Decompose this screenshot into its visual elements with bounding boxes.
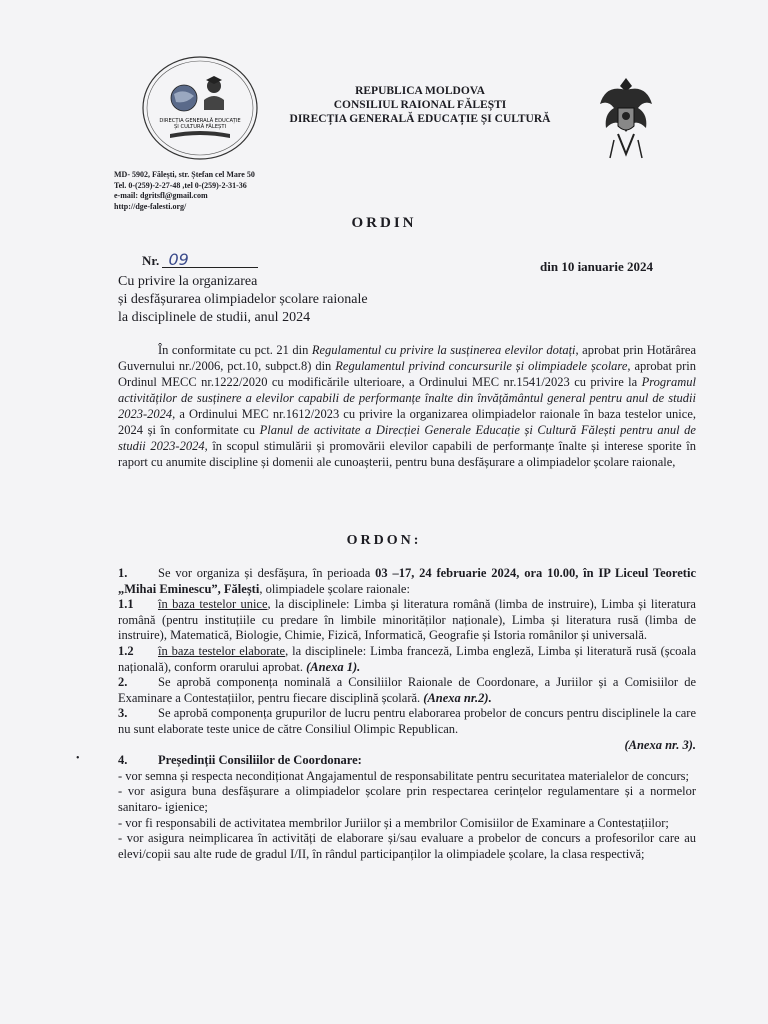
item-text: Se aprobă componența grupurilor de lucru pentru elaborarea probelor de concurs pentru disciplinele la care nu sunt elaborate teste unice de către Consiliul Olimpic Republican. xyxy=(118,706,696,736)
subject-line-2: și desfășurarea olimpiadelor școlare raionale xyxy=(118,292,368,307)
annex-reference: (Anexa nr.2). xyxy=(423,690,492,705)
header-country: REPUBLICA MOLDOVA xyxy=(355,85,485,97)
order-date: din 10 ianuarie 2024 xyxy=(540,259,654,274)
logo-text-line1: DIRECȚIA GENERALĂ EDUCAȚIE xyxy=(159,118,241,124)
contact-block xyxy=(114,170,314,212)
order-number xyxy=(142,250,258,269)
list-item: - vor asigura neimplicarea în activități de elaborare și/sau evaluare a probelor de concurs a profesorilor care au elevi/copii sau alte rude de gradul I/II, în rândul participanților la olimpiadele școlare, la clasa respectivă; xyxy=(118,831,696,861)
item-text: Se vor organiza și desfășura, în perioada xyxy=(158,566,376,580)
item-heading: Președinții Consiliilor de Coordonare: xyxy=(158,753,362,768)
item-emphasis: 03 –17, 24 februarie 2024, ora 10.00, în IP Liceul Teoretic „Mihai Eminescu”, Fălești xyxy=(118,566,696,596)
logo-text-line2: ȘI CULTURĂ FĂLEȘTI xyxy=(173,124,227,130)
item-3 xyxy=(118,706,696,737)
item-underlined: în baza testelor elaborate xyxy=(158,643,286,658)
ordon-heading: ORDON: xyxy=(346,533,422,548)
item-text: , la disciplinele: Limba și literatura română (limba de instruire), Limba și literatura română (pentru instituțiile cu predare în limbile minorităților naționale), Limba și literatura rusă (limba de instruire), Matematică, Biologie, Chimie, Fizică, Informatică, Geografie și Istoria românilor și universală. xyxy=(118,597,696,643)
preamble-reference: Regulamentul cu privire la susținerea elevilor dotați xyxy=(311,343,576,357)
header-council: CONSILIUL RAIONAL FĂLEȘTI xyxy=(333,99,507,111)
preamble-reference: Programul activităților de susținere a elevilor capabili de performanțe înalte din învățământul general pentru anul de studii 2023-2024 xyxy=(118,375,696,421)
preamble-text: , în scopul stimulării și promovării elevilor capabili de performanțe înalte și interese sporite în raport cu anumite discipline și domenii ale cunoașterii, pentru buna desfășurare a olimpiadelor școlare raionale, xyxy=(118,439,696,469)
preamble-text: , aprobat prin Ordinul MECC nr.1222/2020 cu modificările ulterioare, a Ordinului MEC nr.1541/2023 cu privire la xyxy=(118,359,697,389)
order-number-value: 09 xyxy=(162,253,258,268)
item-underlined: în baza testelor unice xyxy=(158,597,268,612)
preamble-text: , a Ordinului MEC nr.1612/2023 cu privire la organizarea olimpiadelor raionale în baza testelor unice, 2024 și în conformitate cu xyxy=(118,407,696,437)
margin-mark: • xyxy=(76,753,80,764)
order-items xyxy=(118,566,696,862)
preamble-text: , aprobat prin Hotărârea Guvernului nr./2006, pct.10, subpct.8) din xyxy=(118,343,696,373)
item-text: Se aprobă componența nominală a Consiliilor Raionale de Coordonare, a Juriilor și a Comisiilor de Examinare a Contestațiilor, pentru fiecare disciplină școlară. xyxy=(118,675,696,705)
preamble xyxy=(118,342,696,470)
header-directorate: DIRECȚIA GENERALĂ EDUCAȚIE ȘI CULTURĂ xyxy=(289,113,551,125)
annex-reference: (Anexa 1). xyxy=(306,659,361,674)
preamble-reference: Regulamentul privind concursurile și olimpiadele școlare xyxy=(335,359,628,373)
list-item: - vor asigura buna desfășurare a olimpiadelor școlare prin respectarea cerințelor regulamentare și a normelor sanitaro- igienice; xyxy=(118,784,696,814)
item-1-2 xyxy=(118,644,696,675)
subject-line-1: Cu privire la organizarea xyxy=(118,274,258,289)
preamble-reference: Planul de activitate a Direcției Generale Educație și Cultură Fălești pentru anul de studii 2023-2024 xyxy=(118,423,696,453)
list-item: - vor semna și respecta necondiționat Angajamentul de responsabilitate pentru securitatea materialelor de concurs; xyxy=(118,768,689,783)
contact-address: MD- 5902, Fălești, str. Ștefan cel Mare 50 xyxy=(114,170,255,179)
item-number: 2. xyxy=(118,675,128,690)
coat-of-arms-icon xyxy=(596,74,656,164)
header-titles xyxy=(270,84,570,126)
item-text: , la disciplinele: Limba franceză, Limba engleză, Limba și literatură rusă (școala națională), conform orarului aprobat. xyxy=(118,643,697,674)
item-2 xyxy=(118,675,696,706)
item-number: 1.1 xyxy=(118,597,134,612)
contact-phone: Tel. 0-(259)-2-27-48 ,tel 0-(259)-2-31-36 xyxy=(114,180,247,190)
item-number: 3. xyxy=(118,706,128,721)
order-number-label: Nr. xyxy=(142,253,160,268)
annex-reference: (Anexa nr. 3). xyxy=(624,737,696,752)
item-text: , olimpiadele școlare raionale: xyxy=(259,581,410,596)
item-number: 4. xyxy=(118,753,128,768)
item-1 xyxy=(118,566,696,597)
institution-logo xyxy=(140,54,260,162)
item-number: 1. xyxy=(118,566,128,580)
contact-email: e-mail: dgritsfl@gmail.com xyxy=(114,191,208,200)
item-1-1 xyxy=(118,597,696,644)
order-subject xyxy=(118,273,438,327)
subject-line-3: la disciplinele de studii, anul 2024 xyxy=(118,310,311,325)
list-item: - vor fi responsabili de activitatea membrilor Juriilor și a membrilor Comisiilor de Examinare a Contestațiilor; xyxy=(118,815,669,830)
document-title: ORDIN xyxy=(351,215,417,231)
item-number: 1.2 xyxy=(118,643,134,658)
contact-website[interactable]: http://dge-falesti.org/ xyxy=(114,201,187,211)
item-4 xyxy=(118,753,696,769)
preamble-text: În conformitate cu pct. 21 din xyxy=(158,343,312,357)
preamble-paragraph xyxy=(118,342,696,470)
